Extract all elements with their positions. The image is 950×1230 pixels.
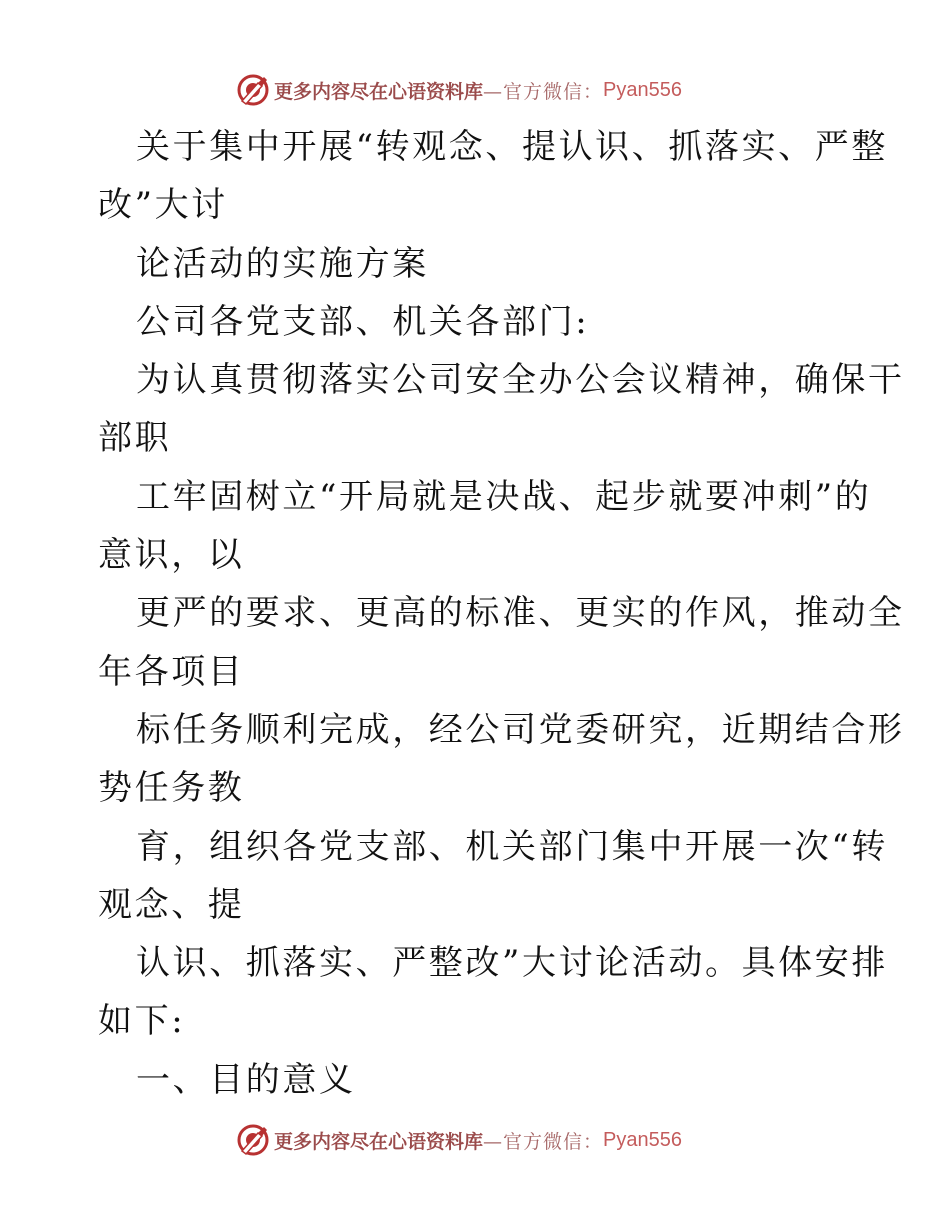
footer-watermark	[236, 1122, 682, 1158]
document-line: 公司各党支部、机关各部门:	[136, 301, 590, 342]
watermark-contact-text: —官方微信：	[483, 1130, 604, 1153]
document-line: 年各项目	[98, 651, 245, 692]
section-heading: 一、目的意义	[136, 1059, 356, 1100]
document-line: 如下:	[98, 1001, 186, 1042]
header-watermark	[236, 72, 682, 108]
document-line: 工牢固树立“开局就是决战、起步就要冲刺”的	[136, 476, 872, 517]
document-line: 改”大讨	[98, 185, 228, 226]
document-line: 意识，以	[98, 535, 245, 576]
document-line: 部职	[98, 418, 172, 459]
watermark-site-text: 更多内容尽在心语资料库	[274, 1130, 484, 1153]
document-line: 为认真贯彻落实公司安全办公会议精神，确保干	[136, 360, 905, 401]
pen-circle-logo-icon	[236, 1123, 270, 1157]
document-line: 标任务顺利完成，经公司党委研究，近期结合形	[136, 709, 905, 750]
watermark-contact-id: Pyan556	[603, 1128, 682, 1151]
watermark-site-text: 更多内容尽在心语资料库	[274, 80, 484, 103]
document-line: 更严的要求、更高的标准、更实的作风，推动全	[136, 593, 905, 634]
document-line: 认识、抓落实、严整改”大讨论活动。具体安排	[136, 943, 888, 984]
pen-circle-logo-icon	[236, 73, 270, 107]
document-line: 观念、提	[98, 884, 245, 925]
document-line: 育，组织各党支部、机关部门集中开展一次“转	[136, 826, 888, 867]
watermark-contact-text: —官方微信：	[483, 80, 604, 103]
document-line: 关于集中开展“转观念、提认识、抓落实、严整	[136, 127, 888, 167]
document-body	[98, 118, 905, 1109]
document-line: 势任务教	[98, 768, 245, 809]
document-line: 论活动的实施方案	[136, 243, 429, 284]
watermark-contact-id: Pyan556	[603, 78, 682, 101]
